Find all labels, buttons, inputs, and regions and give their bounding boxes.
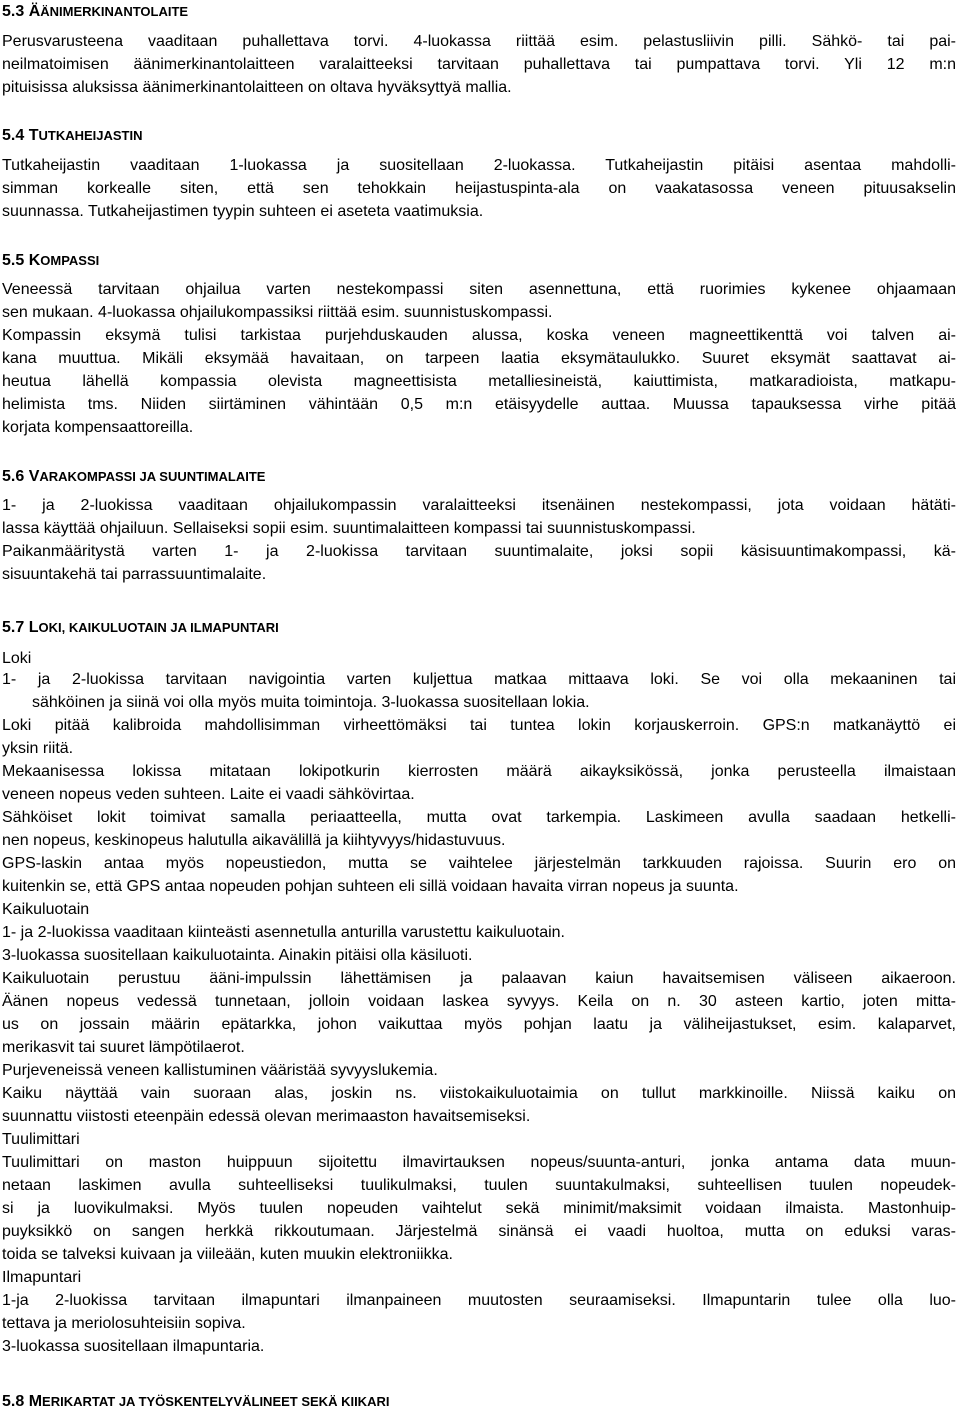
paragraph-line: sisuuntakehä tai parrassuuntimalaite. — [2, 566, 267, 583]
paragraph-line: toida se talveksi kuivaan ja viileään, kuten muukin elektroniikka. — [2, 1246, 453, 1263]
section-heading-5-5: 5.5 KOMPASSI — [2, 252, 100, 269]
section-heading-5-3: 5.3 ÄÄNIMERKINANTOLAITE — [2, 3, 189, 20]
paragraph-line: pituisissa aluksissa äänimerkinantolaitteen on oltava hyväksyttyä mallia. — [2, 79, 512, 96]
paragraph-line: Kaiku näyttää vain suoraan alas, joskin ns. viistokaikuluotaimia on tullut markkinoille. Niissä kaiku on — [2, 1085, 956, 1102]
paragraph-line: sen mukaan. 4-luokassa ohjailukompassiksi riittää esim. suunnistuskompassi. — [2, 304, 553, 321]
paragraph-line: 1- ja 2-luokissa tarvitaan navigointia varten kuljettua matkaa mittaava loki. Se voi olla mekaaninen tai — [2, 671, 956, 688]
paragraph-line: netaan laskimen avulla suhteelliseksi tuulikulmaksi, tuulen suuntakulmaksi, suhteellisen tuulen nopeudek- — [2, 1177, 956, 1194]
paragraph-line: 3-luokassa suositellaan kaikuluotainta. Ainakin pitäisi olla käsiluoti. — [2, 947, 473, 964]
paragraph-line: GPS-laskin antaa myös nopeustiedon, mutta se vaihtelee järjestelmän tarkkuuden rajoissa. Suurin ero on — [2, 855, 956, 872]
paragraph-line: Sähköiset lokit toimivat samalla periaatteella, mutta ovat tarkempia. Laskimeen avulla saadaan hetkelli- — [2, 809, 956, 826]
subheading-kaikuluotain: Kaikuluotain — [2, 901, 90, 918]
paragraph-line: helimista tms. Niiden siirtäminen vähintään 0,5 m:n etäisyydelle auttaa. Muussa tapauksessa virhe pitää — [2, 396, 956, 413]
paragraph-line: lassa käyttää ohjailuun. Sellaiseksi sopii esim. suuntimalaitteen kompassi tai suunnistuskompassi. — [2, 520, 696, 537]
paragraph-line: yksin riitä. — [2, 740, 74, 757]
paragraph-line: Veneessä tarvitaan ohjailua varten nestekompassi siten asennettuna, että ruorimies kykenee ohjaamaan — [2, 281, 956, 298]
paragraph-line: Kaikuluotain perustuu ääni-impulssin lähettämisen ja palaavan kaiun havaitsemisen väliseen aikaeroon. — [2, 970, 956, 987]
paragraph-line: simman korkealle siten, että sen tehokkain heijastuspinta-ala on vaakatasossa veneen pituusakselin — [2, 180, 956, 197]
section-heading-5-6: 5.6 VARAKOMPASSI JA SUUNTIMALAITE — [2, 468, 266, 485]
paragraph-line: 1-ja 2-luokissa tarvitaan ilmapuntari ilmanpaineen muutosten seuraamiseksi. Ilmapuntarin tulee olla luo- — [2, 1292, 956, 1309]
paragraph-line: neilmatoimisen äänimerkinantolaitteen varalaitteeksi tarvitaan puhallettava tai pumpattava torvi. Yli 12 m:n — [2, 56, 956, 73]
paragraph-line: veneen nopeus veden suhteen. Laite ei vaadi sähkövirtaa. — [2, 786, 415, 803]
paragraph-line: Kompassin eksymä tulisi tarkistaa purjehduskauden alussa, koska veneen magneettikenttä voi talven ai- — [2, 327, 956, 344]
paragraph-line: Perusvarusteena vaaditaan puhallettava torvi. 4-luokassa riittää esim. pelastusliivin pilli. Sähkö- tai pai- — [2, 33, 956, 50]
section-heading-5-4: 5.4 TUTKAHEIJASTIN — [2, 127, 143, 144]
paragraph-line: merikasvit tai suuret lämpötilaerot. — [2, 1039, 245, 1056]
paragraph-line: kuitenkin se, että GPS antaa nopeuden pohjan suhteen eli sillä voidaan havaita virran nopeus ja suunta. — [2, 878, 739, 895]
section-heading-5-7: 5.7 LOKI, KAIKULUOTAIN JA ILMAPUNTARI — [2, 619, 279, 636]
paragraph-line: korjata kompensaattoreilla. — [2, 419, 194, 436]
paragraph-line: Paikanmääritystä varten 1- ja 2-luokissa tarvitaan suuntimalaite, joksi sopii käsisuuntimakompassi, kä- — [2, 543, 956, 560]
paragraph-line: Mekaanisessa lokissa mitataan lokipotkurin kierrosten määrä aikayksikössä, jonka perusteella ilmaistaan — [2, 763, 956, 780]
paragraph-line: sähköinen ja siinä voi olla myös muita toimintoja. 3-luokassa suositellaan lokia. — [32, 694, 590, 711]
subheading-tuulimittari: Tuulimittari — [2, 1131, 80, 1148]
paragraph-line: Äänen nopeus vedessä tunnetaan, jolloin voidaan laskea syvyys. Keila on n. 30 asteen kartio, joten mitta- — [2, 993, 956, 1010]
paragraph-line: Purjeveneissä veneen kallistuminen vääristää syvyyslukemia. — [2, 1062, 438, 1079]
paragraph-line: Loki pitää kalibroida mahdollisimman virheettömäksi tai tuntea lokin korjauskerroin. GPS:n matkanäyttö ei — [2, 717, 956, 734]
paragraph-line: suunnattu viistosti eteenpäin edessä olevan merimaaston havaitsemiseksi. — [2, 1108, 531, 1125]
section-heading-5-8: 5.8 MERIKARTAT JA TYÖSKENTELYVÄLINEET SEKÄ KIIKARI — [2, 1393, 390, 1410]
paragraph-line: tettava ja meriolosuhteisiin sopiva. — [2, 1315, 246, 1332]
paragraph-line: 1- ja 2-luokissa vaaditaan ohjailukompassin varalaitteeksi itsenäinen nestekompassi, jota voidaan hätäti- — [2, 497, 956, 514]
paragraph-line: Tutkaheijastin vaaditaan 1-luokassa ja suositellaan 2-luokassa. Tutkaheijastin pitäisi asentaa mahdolli- — [2, 157, 956, 174]
paragraph-line: heutua lähellä kompassia olevista magneettisista metalliesineistä, kaiuttimista, matkaradioista, matkapu- — [2, 373, 956, 390]
paragraph-line: us on jossain määrin epätarkka, johon vaikuttaa myös pohjan laatu ja väliheijastukset, esim. kalaparvet, — [2, 1016, 956, 1033]
paragraph-line: 1- ja 2-luokissa vaaditaan kiinteästi asennetulla anturilla varustettu kaikuluotain. — [2, 924, 565, 941]
paragraph-line: kana muuttua. Mikäli eksymää havaitaan, on tarpeen laatia eksymätaulukko. Suuret eksymät saattavat ai- — [2, 350, 956, 367]
subheading-loki: Loki — [2, 650, 32, 667]
paragraph-line: puyksikkö on sangen herkkä rikkoutumaan. Järjestelmä sinänsä ei vaadi huoltoa, mutta on eduksi varas- — [2, 1223, 956, 1240]
paragraph-line: 3-luokassa suositellaan ilmapuntaria. — [2, 1338, 265, 1355]
paragraph-line: si ja luovikulmaksi. Myös tuulen nopeuden vaihtelut sekä minimit/maksimit voidaan ilmaista. Mastonhuip- — [2, 1200, 956, 1217]
subheading-ilmapuntari: Ilmapuntari — [2, 1269, 82, 1286]
paragraph-line: nen nopeus, keskinopeus halutulla aikavälillä ja kiihtyvyys/hidastuvuus. — [2, 832, 506, 849]
paragraph-line: Tuulimittari on maston huippuun sijoitettu ilmavirtauksen nopeus/suunta-anturi, jonka antama data muun- — [2, 1154, 956, 1171]
paragraph-line: suunnassa. Tutkaheijastimen tyypin suhteen ei aseteta vaatimuksia. — [2, 203, 484, 220]
